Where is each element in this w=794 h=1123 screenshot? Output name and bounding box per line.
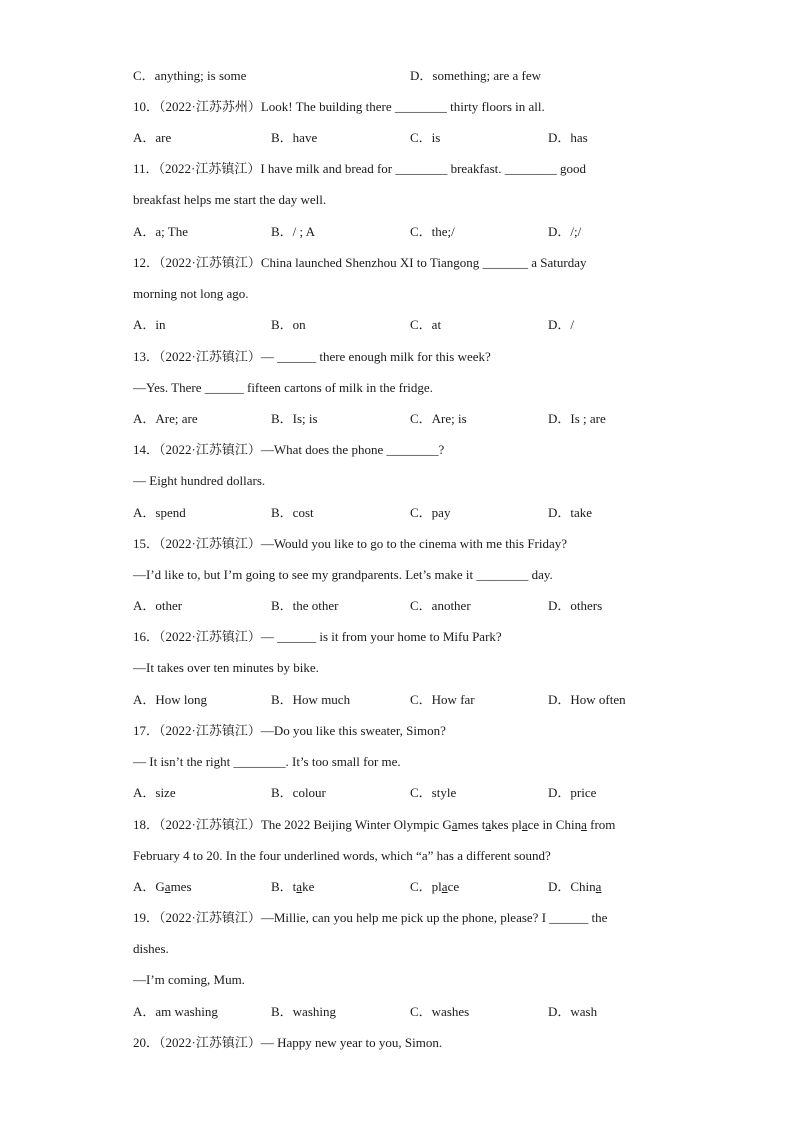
option-a: A．other — [133, 598, 183, 613]
underlined-a: a — [581, 817, 587, 832]
option-d: D．others — [548, 598, 603, 613]
option-d: D．China — [548, 879, 602, 894]
option-c: C．How far — [410, 692, 475, 707]
option-c: C．pay — [410, 505, 451, 520]
question-10: 10．（2022·江苏苏州）Look! The building there ________ thirty floors in all. — [133, 99, 545, 114]
option-a: A．in — [133, 317, 166, 332]
option-c: C．the;/ — [410, 224, 455, 239]
option-c: C．at — [410, 317, 442, 332]
options-row-q16 — [133, 691, 693, 709]
option-c: C．another — [410, 598, 471, 613]
option-a: A．Games — [133, 879, 192, 894]
option-d: D．something; are a few — [410, 68, 542, 83]
option-b: B．the other — [271, 598, 339, 613]
question-17: 17．（2022·江苏镇江）—Do you like this sweater, Simon? — [133, 723, 446, 738]
underlined-a: a — [521, 817, 528, 832]
option-d: D．take — [548, 505, 593, 520]
options-row-q12 — [133, 316, 693, 334]
question-13: 13．（2022·江苏镇江）— ______ there enough milk for this week? — [133, 349, 491, 364]
options-row-q9 — [133, 67, 693, 85]
question-12-cont: morning not long ago. — [133, 286, 249, 301]
option-a: A．size — [133, 785, 176, 800]
question-13-cont: —Yes. There ______ fifteen cartons of milk in the fridge. — [133, 380, 433, 395]
question-15-cont: —I’d like to, but I’m going to see my grandparents. Let’s make it ________ day. — [133, 567, 553, 582]
options-row-q14 — [133, 504, 693, 522]
option-c: C．washes — [410, 1004, 470, 1019]
option-c: C．is — [410, 130, 441, 145]
option-b: B．have — [271, 130, 318, 145]
option-b: B．cost — [271, 505, 314, 520]
question-16: 16．（2022·江苏镇江）— ______ is it from your home to Mifu Park? — [133, 629, 502, 644]
question-17-cont: — It isn’t the right ________. It’s too small for me. — [133, 754, 401, 769]
question-15: 15．（2022·江苏镇江）—Would you like to go to the cinema with me this Friday? — [133, 536, 568, 551]
question-11: 11．（2022·江苏镇江）I have milk and bread for ________ breakfast. ________ good — [133, 161, 586, 176]
question-20: 20．（2022·江苏镇江）— Happy new year to you, Simon. — [133, 1035, 443, 1050]
question-14-cont: — Eight hundred dollars. — [133, 473, 266, 488]
option-a: A．a; The — [133, 224, 188, 239]
option-a: A．are — [133, 130, 172, 145]
options-row-q11 — [133, 223, 693, 241]
option-d: D．How often — [548, 692, 626, 707]
option-b: B．Is; is — [271, 411, 318, 426]
option-a: A．How long — [133, 692, 208, 707]
options-row-q15 — [133, 597, 693, 615]
option-d: D．/ — [548, 317, 575, 332]
option-b: B．washing — [271, 1004, 337, 1019]
option-d: D．Is ; are — [548, 411, 606, 426]
question-19-cont: dishes. — [133, 941, 169, 956]
option-b: B．colour — [271, 785, 326, 800]
question-16-cont: —It takes over ten minutes by bike. — [133, 660, 319, 675]
underlined-a: a — [485, 817, 492, 832]
option-d: D．wash — [548, 1004, 598, 1019]
options-row-q10 — [133, 129, 693, 147]
underlined-a: a — [451, 817, 458, 832]
option-a: A．spend — [133, 505, 186, 520]
question-18-cont: February 4 to 20. In the four underlined words, which “a” has a different sound? — [133, 848, 551, 863]
options-row-q19 — [133, 1003, 693, 1021]
option-c: C．Are; is — [410, 411, 467, 426]
question-18: 18．（2022·江苏镇江）The 2022 Beijing Winter Olympic Games takes place in China from — [133, 817, 616, 832]
option-b: B．on — [271, 317, 306, 332]
question-19: 19．（2022·江苏镇江）—Millie, can you help me pick up the phone, please? I ______ the — [133, 910, 608, 925]
option-b: B．How much — [271, 692, 351, 707]
option-b: B．take — [271, 879, 315, 894]
option-c: C．anything; is some — [133, 68, 247, 83]
question-14: 14．（2022·江苏镇江）—What does the phone ________? — [133, 442, 445, 457]
options-row-q18 — [133, 878, 693, 896]
option-a: A．am washing — [133, 1004, 218, 1019]
option-b: B．/ ; A — [271, 224, 316, 239]
options-row-q13 — [133, 410, 693, 428]
option-a: A．Are; are — [133, 411, 198, 426]
question-11-cont: breakfast helps me start the day well. — [133, 192, 327, 207]
option-c: C．place — [410, 879, 460, 894]
option-c: C．style — [410, 785, 457, 800]
option-d: D．has — [548, 130, 588, 145]
option-d: D．/;/ — [548, 224, 582, 239]
options-row-q17 — [133, 784, 693, 802]
question-19-reply: —I’m coming, Mum. — [133, 972, 245, 987]
option-d: D．price — [548, 785, 597, 800]
question-12: 12．（2022·江苏镇江）China launched Shenzhou XI to Tiangong _______ a Saturday — [133, 255, 587, 270]
